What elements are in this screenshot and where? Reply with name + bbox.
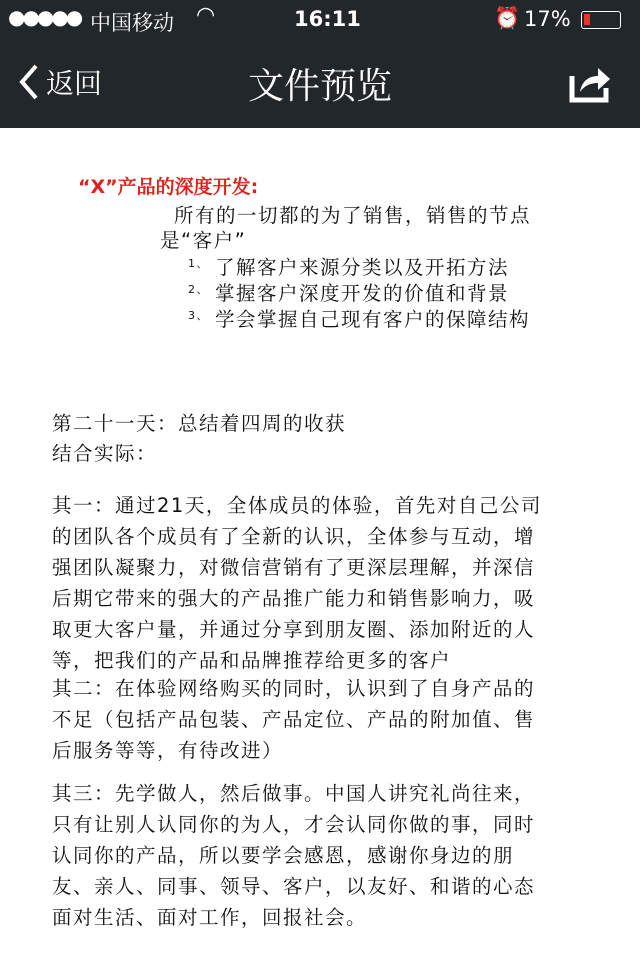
text-line: 结合实际： <box>52 442 158 465</box>
item-text: 学会掌握自己现有客户的保障结构 <box>215 308 531 331</box>
item-text: 了解客户来源分类以及开拓方法 <box>215 256 510 279</box>
intro-line: 是“客户” <box>160 229 247 252</box>
text-line: 后服务等等，有待改进） <box>52 739 284 762</box>
text-line: 第二十一天：总结着四周的收获 <box>52 412 347 435</box>
battery-icon <box>581 11 621 29</box>
signal-icon: ●●●●● <box>8 5 81 29</box>
back-label: 返回 <box>46 67 103 100</box>
text-line: 认同你的产品，所以要学会感恩，感谢你身边的朋 <box>52 844 515 867</box>
clock: 16:11 <box>294 7 361 31</box>
text-line: 友、亲人、同事、领导、客户，以友好、和谐的心态 <box>52 875 536 898</box>
list-item <box>188 252 509 280</box>
text-line: 取更大客户量，并通过分享到朋友圈、添加附近的人 <box>52 618 536 641</box>
item-number: 2、 <box>188 282 209 296</box>
list-item <box>188 278 509 306</box>
text-line: 其二：在体验网络购买的同时，认识到了自身产品的 <box>52 677 536 700</box>
text-line: 不足（包括产品包装、产品定位、产品的附加值、售 <box>52 708 536 731</box>
text-line: 的团队各个成员有了全新的认识，全体参与互动，增 <box>52 525 536 548</box>
text-line: 只有让别人认同你的为人，才会认同你做的事，同时 <box>52 813 536 836</box>
carrier: 中国移动 <box>90 11 174 35</box>
text-line: 等，把我们的产品和品牌推荐给更多的客户 <box>52 649 452 672</box>
text-line: 后期它带来的强大的产品推广能力和销售影响力，吸 <box>52 587 536 610</box>
alarm-icon: ⏰ <box>494 6 521 30</box>
status-bar <box>0 0 640 40</box>
navigation-bar <box>0 40 640 128</box>
share-icon[interactable] <box>568 64 612 104</box>
text-line: 面对生活、面对工作，回报社会。 <box>52 906 368 929</box>
text-line: 强团队凝聚力，对微信营销有了更深层理解，并深信 <box>52 556 536 579</box>
item-number: 1、 <box>188 256 209 270</box>
intro-line: 所有的一切都的为了销售，销售的节点 <box>174 204 532 227</box>
item-text: 掌握客户深度开发的价值和背景 <box>215 282 510 305</box>
battery-percent: 17% <box>524 7 571 31</box>
item-number: 3、 <box>188 308 209 322</box>
list-item <box>188 304 530 332</box>
doc-heading: “X”产品的深度开发: <box>78 176 259 198</box>
wifi-icon: ◠ <box>196 3 216 28</box>
text-line: 其一：通过21天，全体成员的体验，首先对自己公司 <box>52 494 542 517</box>
text-line: 其三：先学做人，然后做事。中国人讲究礼尚往来， <box>52 782 536 805</box>
page-title: 文件预览 <box>247 66 392 107</box>
